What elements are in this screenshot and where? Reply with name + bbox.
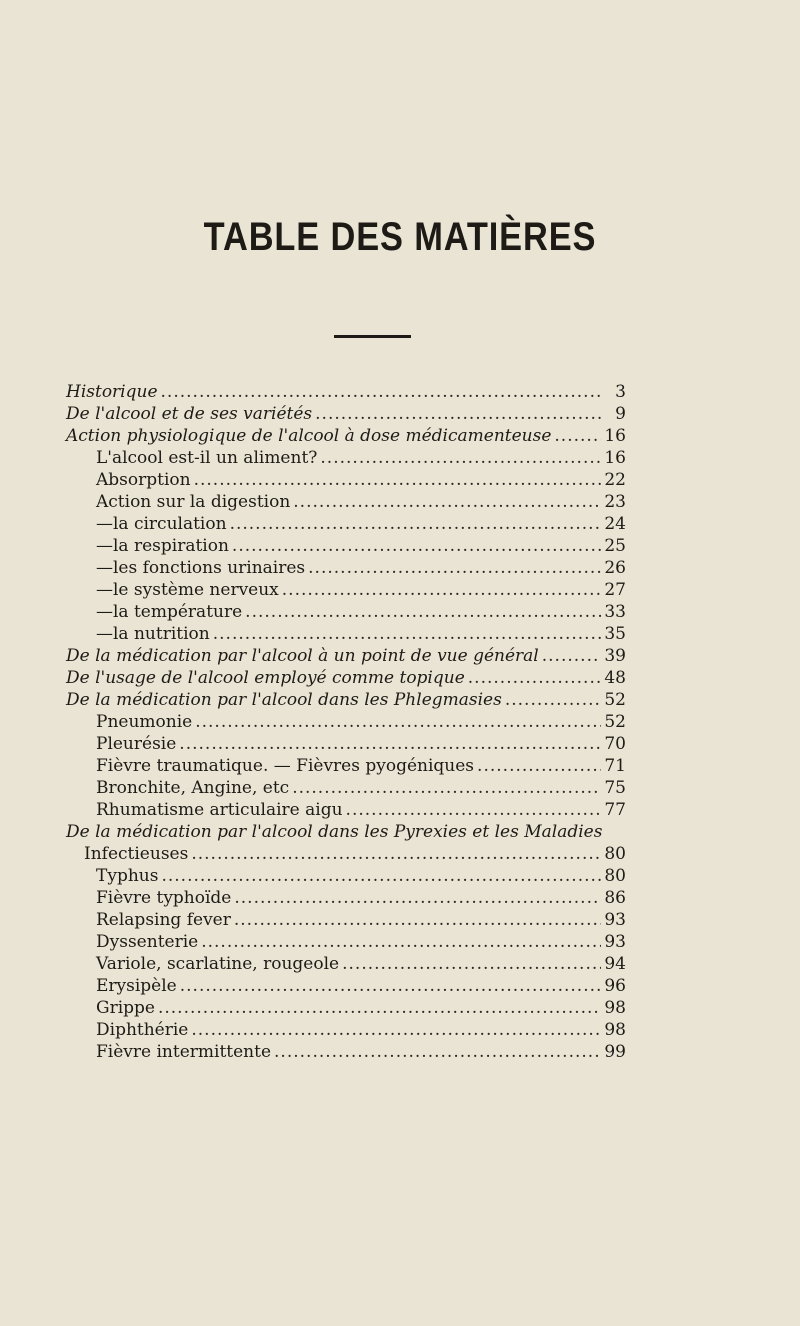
toc-entry-label: Fièvre typhoïde	[96, 888, 232, 908]
toc-entry	[66, 403, 626, 425]
toc-entry-dash: —	[96, 514, 113, 534]
dot-leader	[342, 953, 601, 975]
toc-entry	[66, 1019, 626, 1041]
dot-leader	[477, 755, 601, 777]
toc-entry-label: De l'alcool et de ses variétés	[66, 404, 313, 424]
table-of-contents	[66, 381, 626, 1063]
toc-entry	[66, 447, 626, 469]
toc-entry-label: Relapsing fever	[96, 910, 231, 930]
toc-entry-page-number: 71	[604, 756, 626, 776]
toc-entry-page-number: 98	[604, 998, 626, 1018]
toc-entry	[66, 777, 626, 799]
dot-leader	[179, 733, 601, 755]
dot-leader	[230, 513, 602, 535]
toc-entry	[66, 557, 626, 579]
dot-leader	[234, 887, 601, 909]
dot-leader	[346, 799, 602, 821]
toc-entry-page-number: 93	[604, 910, 626, 930]
toc-entry	[66, 755, 626, 777]
toc-entry	[66, 909, 626, 931]
toc-entry-page-number: 9	[615, 404, 626, 424]
toc-entry-page-number: 52	[604, 712, 626, 732]
toc-entry-page-number: 16	[604, 426, 626, 446]
dot-leader	[161, 381, 603, 403]
toc-entry-label: Action sur la digestion	[96, 492, 291, 512]
dot-leader	[282, 579, 602, 601]
toc-entry	[66, 381, 626, 403]
toc-entry-page-number: 22	[604, 470, 626, 490]
toc-entry	[66, 821, 626, 843]
dot-leader	[158, 997, 601, 1019]
toc-entry-label: la température	[113, 602, 243, 622]
toc-entry-page-number: 70	[604, 734, 626, 754]
toc-entry-page-number: 27	[604, 580, 626, 600]
toc-entry	[66, 887, 626, 909]
toc-entry	[66, 711, 626, 733]
toc-entry-label: les fonctions urinaires	[113, 558, 306, 578]
toc-entry-dash: —	[96, 536, 113, 556]
toc-entry-label: Historique	[66, 382, 158, 402]
toc-entry	[66, 975, 626, 997]
toc-entry	[66, 491, 626, 513]
toc-entry-dash: —	[96, 602, 113, 622]
toc-entry-page-number: 25	[604, 536, 626, 556]
dot-leader	[542, 645, 602, 667]
toc-entry	[66, 579, 626, 601]
toc-entry	[66, 601, 626, 623]
toc-entry-label: Rhumatisme articulaire aigu	[96, 800, 343, 820]
toc-entry	[66, 513, 626, 535]
toc-entry	[66, 689, 626, 711]
dot-leader	[213, 623, 602, 645]
toc-entry-label: Action physiologique de l'alcool à dose médicamenteuse	[66, 426, 552, 446]
toc-entry-dash: —	[96, 580, 113, 600]
dot-leader	[194, 469, 602, 491]
toc-entry-page-number: 77	[604, 800, 626, 820]
toc-entry-label: L'alcool est-il un aliment?	[96, 448, 318, 468]
dot-leader	[161, 865, 601, 887]
toc-entry	[66, 623, 626, 645]
toc-entry	[66, 425, 626, 447]
toc-entry	[66, 865, 626, 887]
dot-leader	[505, 689, 602, 711]
dot-leader	[292, 777, 601, 799]
page-title: TABLE DES MATIÈRES	[203, 215, 597, 259]
toc-entry-label: Diphthérie	[96, 1020, 189, 1040]
toc-entry-label: Fièvre intermittente	[96, 1042, 272, 1062]
toc-entry-label: Variole, scarlatine, rougeole	[96, 954, 340, 974]
dot-leader	[554, 425, 601, 447]
toc-entry-label: la circulation	[113, 514, 227, 534]
toc-entry-page-number: 3	[615, 382, 626, 402]
toc-entry	[66, 799, 626, 821]
toc-entry-page-number: 26	[604, 558, 626, 578]
toc-entry-label: Grippe	[96, 998, 155, 1018]
toc-entry-label: Erysipèle	[96, 976, 177, 996]
toc-entry-label: De la médication par l'alcool à un point de vue général	[66, 646, 539, 666]
toc-entry-label: Infectieuses	[84, 844, 189, 864]
toc-entry-label: Pneumonie	[96, 712, 193, 732]
toc-entry-dash: —	[96, 558, 113, 578]
dot-leader	[195, 711, 601, 733]
dot-leader	[468, 667, 602, 689]
toc-entry	[66, 953, 626, 975]
toc-entry-page-number: 35	[604, 624, 626, 644]
toc-entry-label: Absorption	[96, 470, 191, 490]
dot-leader	[180, 975, 602, 997]
toc-entry-page-number: 93	[604, 932, 626, 952]
toc-entry	[66, 733, 626, 755]
toc-entry-label: la nutrition	[113, 624, 210, 644]
toc-entry-page-number: 96	[604, 976, 626, 996]
dot-leader	[201, 931, 601, 953]
toc-entry	[66, 469, 626, 491]
toc-entry-label: Fièvre traumatique. — Fièvres pyogéniques	[96, 756, 475, 776]
toc-entry-label: Dyssenterie	[96, 932, 199, 952]
toc-entry-page-number: 99	[604, 1042, 626, 1062]
toc-entry-label: la respiration	[113, 536, 229, 556]
toc-entry	[66, 535, 626, 557]
dot-leader	[315, 403, 603, 425]
dot-leader	[191, 1019, 601, 1041]
toc-entry	[66, 843, 626, 865]
toc-entry-page-number: 23	[604, 492, 626, 512]
toc-entry-page-number: 16	[604, 448, 626, 468]
dot-leader	[320, 447, 601, 469]
toc-entry	[66, 997, 626, 1019]
dot-leader	[308, 557, 601, 579]
toc-entry-page-number: 33	[604, 602, 626, 622]
toc-entry-label: De la médication par l'alcool dans les Phlegmasies	[66, 690, 502, 710]
toc-entry-page-number: 24	[604, 514, 626, 534]
toc-entry-page-number: 52	[604, 690, 626, 710]
toc-entry-label: De l'usage de l'alcool employé comme topique	[66, 668, 465, 688]
toc-entry-page-number: 94	[604, 954, 626, 974]
toc-entry-page-number: 75	[604, 778, 626, 798]
toc-entry-label: le système nerveux	[113, 580, 279, 600]
dot-leader	[234, 909, 602, 931]
toc-entry-label: De la médication par l'alcool dans les Pyrexies et les Maladies	[66, 822, 603, 842]
dot-leader	[245, 601, 601, 623]
toc-entry-page-number: 86	[604, 888, 626, 908]
toc-entry-label: Typhus	[96, 866, 159, 886]
toc-entry-label: Pleurésie	[96, 734, 177, 754]
toc-entry	[66, 645, 626, 667]
toc-entry-page-number: 48	[604, 668, 626, 688]
toc-entry	[66, 931, 626, 953]
dot-leader	[293, 491, 601, 513]
dot-leader	[274, 1041, 601, 1063]
dot-leader	[232, 535, 601, 557]
toc-entry-dash: —	[96, 624, 113, 644]
title-rule-divider	[334, 335, 411, 338]
toc-entry-page-number: 98	[604, 1020, 626, 1040]
toc-entry-page-number: 80	[604, 866, 626, 886]
toc-entry-page-number: 80	[604, 844, 626, 864]
toc-entry	[66, 1041, 626, 1063]
toc-entry-label: Bronchite, Angine, etc	[96, 778, 290, 798]
toc-entry-page-number: 39	[604, 646, 626, 666]
dot-leader	[191, 843, 601, 865]
toc-entry	[66, 667, 626, 689]
